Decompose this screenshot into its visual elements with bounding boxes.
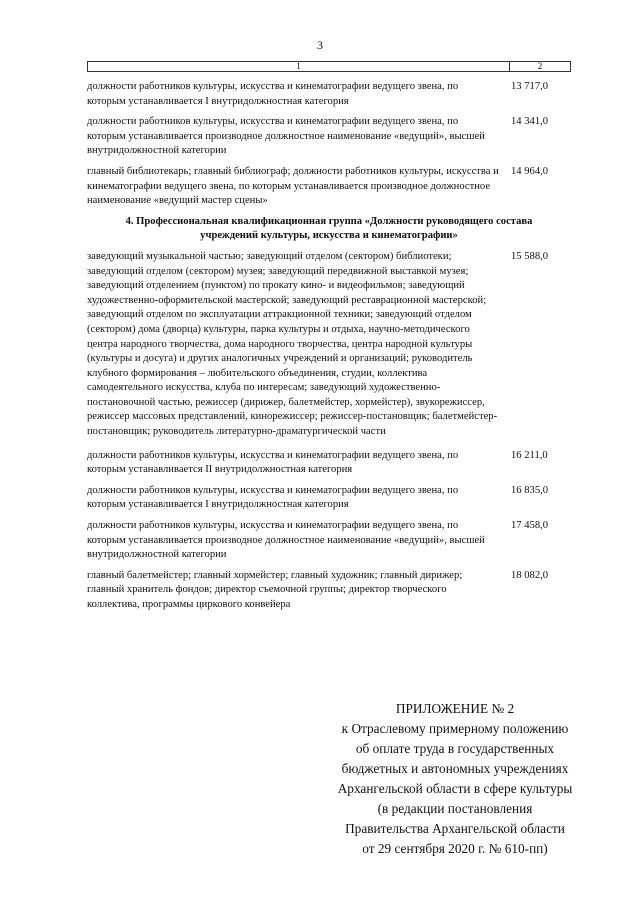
table-row: [87, 449, 571, 478]
table-row: [87, 115, 571, 159]
position-description: должности работников культуры, искусства и кинематографии ведущего звена, по которым устанавливается I внутридолжностная категория: [87, 484, 459, 511]
salary-value: 16 835,0: [511, 484, 549, 496]
group-heading: 4. Профессиональная квалификационная группа «Должности руководящего состава учреждений культуры, искусства и кинематографии»: [125, 215, 533, 242]
appendix-line: к Отраслевому примерному положению: [341, 721, 569, 736]
position-description: должности работников культуры, искусства и кинематографии ведущего звена, по которым устанавливается II внутридолжностная категория: [87, 449, 459, 476]
column-1-header: 1: [88, 62, 510, 71]
appendix-line: от 29 сентября 2020 г. № 610-пп): [362, 841, 548, 856]
appendix-line: Архангельской области в сфере культуры: [337, 781, 573, 796]
appendix-line: бюджетных и автономных учреждениях: [341, 761, 569, 776]
appendix-block: [300, 699, 610, 859]
table-row: [87, 250, 571, 440]
position-description: главный библиотекарь; главный библиограф; должности работников культуры, искусства и кинематографии ведущего звена, по которым устанавливается производное должностное наименование «ведущий мастер сцены»: [87, 165, 499, 207]
salary-table: [87, 80, 571, 619]
salary-value: 16 211,0: [511, 449, 548, 461]
table-row: [87, 165, 571, 209]
salary-value: 15 588,0: [511, 250, 549, 262]
appendix-title: ПРИЛОЖЕНИЕ № 2: [395, 701, 515, 716]
table-row: [87, 569, 571, 613]
table-row: [87, 519, 571, 563]
salary-value: 18 082,0: [511, 569, 549, 581]
page-number: 3: [317, 38, 323, 52]
table-row: [87, 80, 571, 109]
appendix-line: (в редакции постановления: [377, 801, 533, 816]
position-description: главный балетмейстер; главный хормейстер; главный художник; главный дирижер; главный хранитель фондов; директор съемочной группы; директор творческого коллектива, программы циркового конвейера: [87, 569, 463, 610]
salary-value: 14 341,0: [511, 116, 549, 128]
position-description: должности работников культуры, искусства и кинематографии ведущего звена, по которым устанавливается производное должностное наименование «ведущий», высшей внутридолжностной категории: [87, 116, 485, 157]
column-2-header: 2: [537, 61, 543, 71]
salary-value: 17 458,0: [511, 520, 549, 532]
position-description: заведующий музыкальной частью; заведующий отделом (сектором) библиотеки; заведующий отделом (сектором) музея; заведующий передвижной выставкой музея; заведующий отделением (пунктом) по прокату кино- и видеофильмов; заведующий художественно-оформительской мастерской; заведующий реставрационной мастерской; заведующий отделом по эксплуатации аттракционной техники; заведующий отделом (сектором) дома (дворца) культуры, парка культуры и отдыха, научно-методического центра народного творчества, дома народного творчества, центра народной культуры (культуры и досуга) и других аналогичных учреждений и организаций; руководитель клубного формирования – любительского объединения, студии, коллектива самодеятельного искусства, клуба по интересам; заведующий художественно-постановочной частью, режиссер (дирижер, балетмейстер, хормейстер), звукорежиссер, режиссер массовых представлений, кинорежиссер; режиссер-постановщик; балетмейстер-постановщик; руководитель литературно-драматургической части: [87, 250, 498, 438]
table-row: [87, 484, 571, 513]
position-description: должности работников культуры, искусства и кинематографии ведущего звена, по которым устанавливается I внутридолжностная категория: [87, 81, 459, 107]
salary-value: 14 964,0: [511, 165, 549, 177]
salary-value: 13 717,0: [511, 81, 549, 92]
appendix-line: Правительства Архангельской области: [345, 821, 565, 836]
appendix-line: об оплате труда в государственных: [355, 741, 555, 756]
position-description: должности работников культуры, искусства и кинематографии ведущего звена, по которым устанавливается производное должностное наименование «ведущий», высшей внутридолжностной категории: [87, 520, 485, 561]
table-header: [87, 61, 571, 72]
